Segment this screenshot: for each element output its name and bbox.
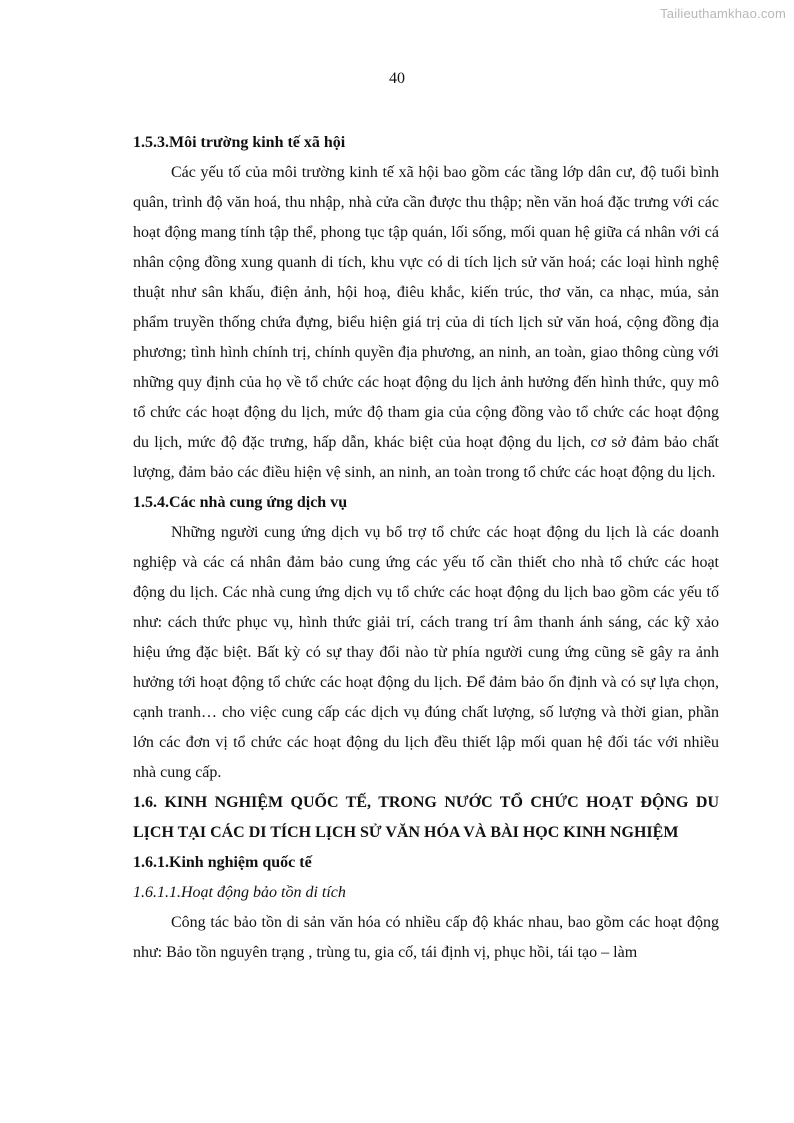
section-1-6-1-heading: 1.6.1.Kinh nghiệm quốc tế xyxy=(133,854,312,871)
page-number: 40 xyxy=(389,70,405,87)
section-1-6-1-1-paragraph: Công tác bảo tồn di sản văn hóa có nhiều cấp độ khác nhau, bao gồm các hoạt động như: Bảo tồn nguyên trạng , trùng tu, gia cố, tái định vị, phục hồi, tái tạo – làm xyxy=(133,914,719,961)
section-1-5-4-paragraph: Những người cung ứng dịch vụ bổ trợ tổ chức các hoạt động du lịch là các doanh nghiệp và các cá nhân đảm bảo cung ứng các yếu tố cần thiết cho nhà tổ chức các hoạt động du lịch. Các nhà cung ứng dịch vụ tổ chức các hoạt động du lịch bao gồm các yếu tố như: cách thức phục vụ, hình thức giải trí, cách trang trí âm thanh ánh sáng, các kỹ xảo hiệu ứng đặc biệt. Bất kỳ có sự thay đổi nào từ phía người cung ứng cũng sẽ gây ra ảnh hưởng tới hoạt động tổ chức các hoạt động du lịch. Để đảm bảo ổn định và có sự lựa chọn, cạnh tranh… cho việc cung cấp các dịch vụ đúng chất lượng, số lượng và thời gian, phần lớn các đơn vị tổ chức các hoạt động du lịch đều thiết lập mối quan hệ đối tác với nhiều nhà cung cấp. xyxy=(133,524,719,781)
section-1-5-3-heading: 1.5.3.Môi trường kinh tế xã hội xyxy=(133,134,346,151)
section-1-5-3-paragraph: Các yếu tố của môi trường kinh tế xã hội bao gồm các tầng lớp dân cư, độ tuổi bình quân, trình độ văn hoá, thu nhập, nhà cửa cần được thu thập; nền văn hoá đặc trưng với các hoạt động mang tính tập thể, phong tục tập quán, lối sống, mối quan hệ giữa cá nhân với cá nhân cộng đồng xung quanh di tích, khu vực có di tích lịch sử văn hoá; các loại hình nghệ thuật như sân khấu, điện ảnh, hội hoạ, điêu khắc, kiến trúc, thơ văn, ca nhạc, múa, sản phẩm truyền thống chứa đựng, biểu hiện giá trị của di tích lịch sử văn hoá, cộng đồng địa phương; tình hình chính trị, chính quyền địa phương, an ninh, an toàn, giao thông cùng với những quy định của họ về tổ chức các hoạt động du lịch ảnh hưởng đến hình thức, quy mô tổ chức các hoạt động du lịch, mức độ tham gia của cộng đồng vào tổ chức các hoạt động du lịch, mức độ đặc trưng, hấp dẫn, khác biệt của hoạt động du lịch, cơ sở đảm bảo chất lượng, đảm bảo các điều hiện vệ sinh, an ninh, an toàn trong tổ chức các hoạt động du lịch. xyxy=(133,164,719,481)
section-1-6-1-1-heading: 1.6.1.1.Hoạt động bảo tồn di tích xyxy=(133,884,346,901)
section-1-6-heading: 1.6. KINH NGHIỆM QUỐC TẾ, TRONG NƯỚC TỔ CHỨC HOẠT ĐỘNG DU LỊCH TẠI CÁC DI TÍCH LỊCH SỬ VĂN HÓA VÀ BÀI HỌC KINH NGHIỆM xyxy=(133,794,719,841)
section-1-5-4-heading: 1.5.4.Các nhà cung ứng dịch vụ xyxy=(133,494,348,511)
document-body xyxy=(133,128,719,968)
watermark: Tailieuthamkhao.com xyxy=(660,6,786,21)
